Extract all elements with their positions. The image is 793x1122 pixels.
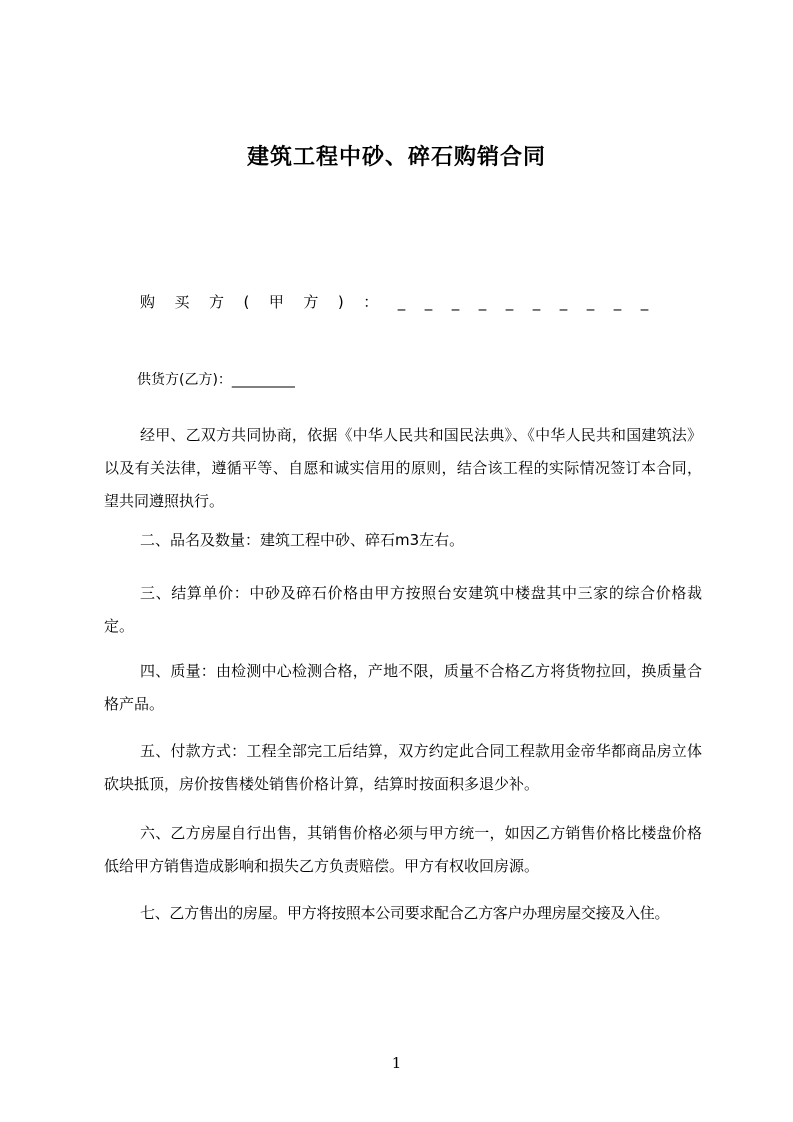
document-title: 建筑工程中砂、碎石购销合同 — [246, 145, 546, 170]
paragraph-item-6: 六、乙方房屋自行出售，其销售价格必须与甲方统一，如因乙方销售价格比楼盘价格低给甲方销售造成影响和损失乙方负责赔偿。甲方有权收回房源。 — [104, 824, 702, 875]
paragraph-item-2: 二、品名及数量：建筑工程中砂、碎石m3左右。 — [140, 531, 465, 549]
paragraph-item-5: 五、付款方式：工程全部完工后结算，双方约定此合同工程款用金帝华都商品房立体砍块抵顶，房价按售楼处销售价格计算，结算时按面积多退少补。 — [104, 742, 702, 793]
paragraph-item-7: 七、乙方售出的房屋。甲方将按照本公司要求配合乙方客户办理房屋交接及入住。 — [140, 904, 670, 922]
buyer-line: 购买方(甲方)：__________ — [140, 293, 668, 311]
paragraph-item-4: 四、质量：由检测中心检测合格，产地不限，质量不合格乙方将货物拉回，换质量合格产品。 — [104, 662, 702, 713]
page-number: 1 — [391, 1054, 402, 1072]
paragraph-item-3: 三、结算单价：中砂及碎石价格由甲方按照台安建筑中楼盘其中三家的综合价格裁定。 — [104, 584, 702, 635]
supplier-line: 供货方(乙方)：_________ — [137, 372, 295, 388]
paragraph-preamble: 经甲、乙双方共同协商，依据《中华人民共和国民法典》、《中华人民共和国建筑法》以及有关法律，遵循平等、自愿和诚实信用的原则，结合该工程的实际情况签订本合同，望共同遵照执行。 — [104, 426, 702, 510]
